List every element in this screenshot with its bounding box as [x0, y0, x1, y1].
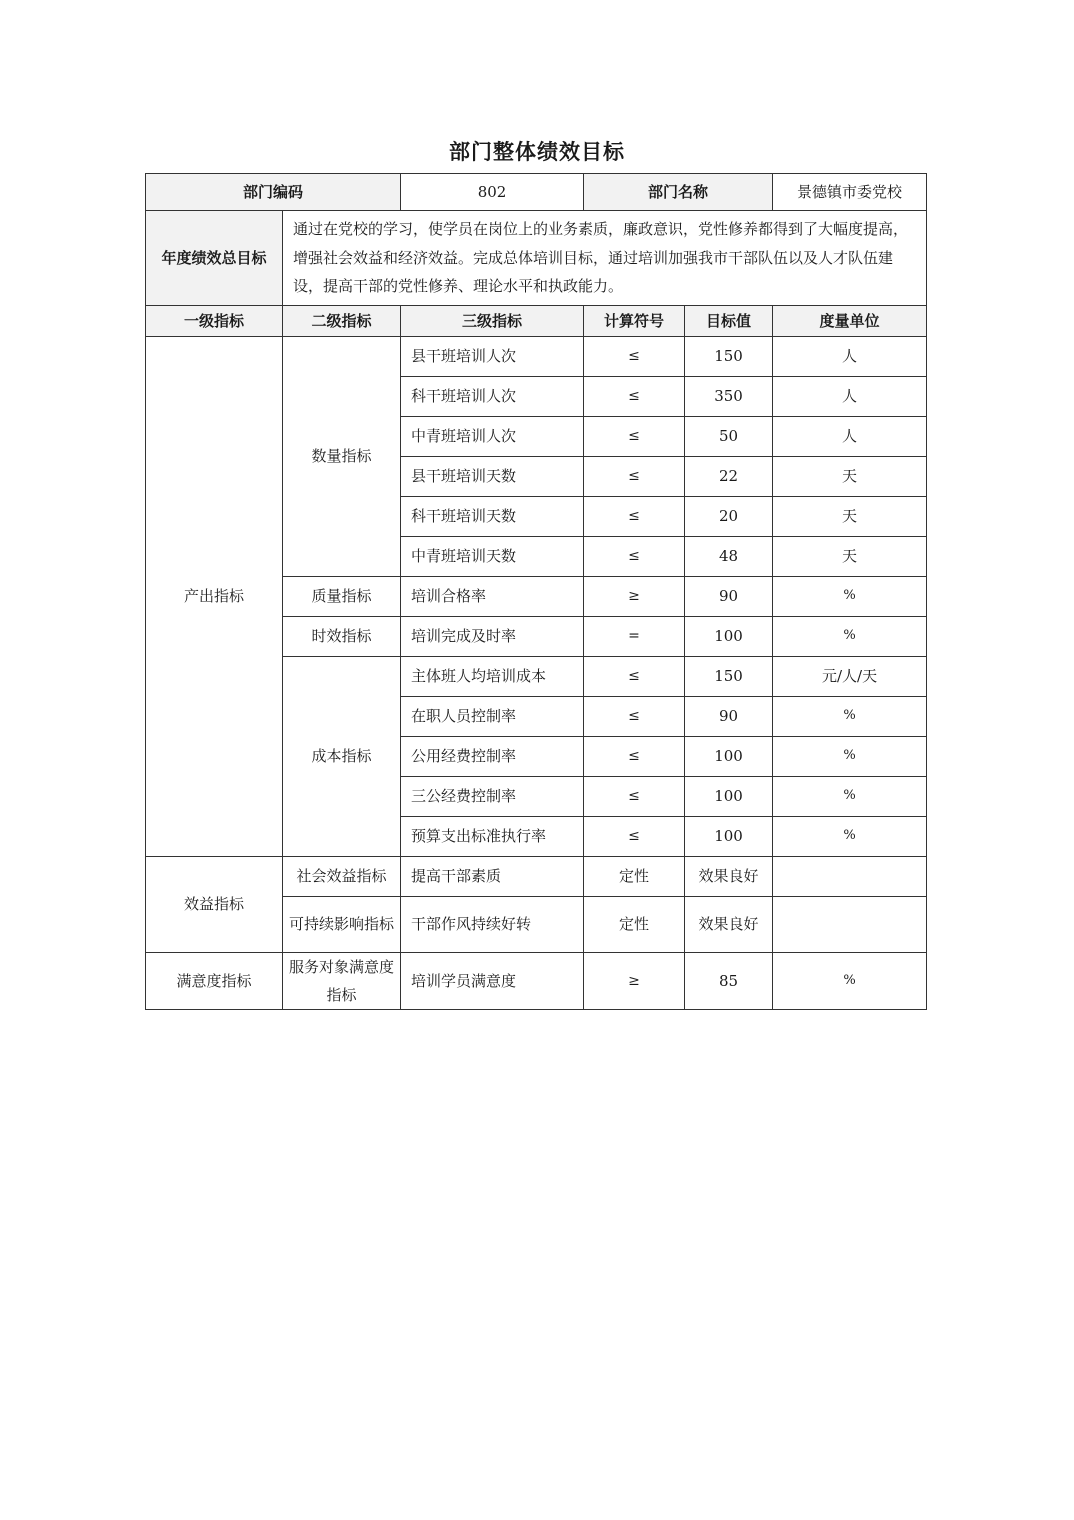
level2-sustain: 可持续影响指标: [283, 896, 401, 952]
column-header: 目标值: [685, 305, 773, 336]
target-value: 350: [685, 376, 773, 416]
target-value: 100: [685, 736, 773, 776]
indicator-name: 科干班培训人次: [401, 376, 584, 416]
indicator-name: 县干班培训人次: [401, 336, 584, 376]
target-value: 效果良好: [685, 896, 773, 952]
calc-symbol: ≤: [584, 776, 685, 816]
calc-symbol: 定性: [584, 856, 685, 896]
level2-service: 服务对象满意度指标: [283, 952, 401, 1009]
calc-symbol: ≤: [584, 496, 685, 536]
column-header: 度量单位: [773, 305, 927, 336]
column-header-row: [146, 305, 927, 336]
target-value: 20: [685, 496, 773, 536]
calc-symbol: ≤: [584, 656, 685, 696]
level2-timeliness: 时效指标: [283, 616, 401, 656]
column-header: 三级指标: [401, 305, 584, 336]
indicator-name: 在职人员控制率: [401, 696, 584, 736]
measure-unit: 元/人/天: [773, 656, 927, 696]
table-row: [146, 336, 927, 376]
calc-symbol: ≤: [584, 536, 685, 576]
target-value: 100: [685, 816, 773, 856]
measure-unit: %: [773, 776, 927, 816]
measure-unit: %: [773, 736, 927, 776]
annual-goal-row: [146, 211, 927, 306]
level2-quality: 质量指标: [283, 576, 401, 616]
calc-symbol: ≥: [584, 952, 685, 1009]
measure-unit: 天: [773, 456, 927, 496]
indicator-name: 中青班培训人次: [401, 416, 584, 456]
indicator-name: 培训完成及时率: [401, 616, 584, 656]
performance-table: [145, 173, 927, 1010]
level2-cost: 成本指标: [283, 656, 401, 856]
measure-unit: 人: [773, 336, 927, 376]
target-value: 100: [685, 776, 773, 816]
dept-name-value: 景德镇市委党校: [773, 174, 927, 211]
level2-social: 社会效益指标: [283, 856, 401, 896]
indicator-name: 主体班人均培训成本: [401, 656, 584, 696]
measure-unit: %: [773, 816, 927, 856]
measure-unit: 人: [773, 376, 927, 416]
indicator-name: 干部作风持续好转: [401, 896, 584, 952]
indicator-name: 县干班培训天数: [401, 456, 584, 496]
calc-symbol: ≤: [584, 696, 685, 736]
target-value: 50: [685, 416, 773, 456]
target-value: 85: [685, 952, 773, 1009]
dept-name-label: 部门名称: [584, 174, 773, 211]
measure-unit: %: [773, 696, 927, 736]
level2-quantity: 数量指标: [283, 336, 401, 576]
annual-goal-text: 通过在党校的学习，使学员在岗位上的业务素质，廉政意识，党性修养都得到了大幅度提高，增强社会效益和经济效益。完成总体培训目标，通过培训加强我市干部队伍以及人才队伍建设，提高干部的党性修养、理论水平和执政能力。: [283, 211, 927, 306]
indicator-name: 三公经费控制率: [401, 776, 584, 816]
indicator-name: 中青班培训天数: [401, 536, 584, 576]
page-title: 部门整体绩效目标: [449, 140, 625, 164]
calc-symbol: ≤: [584, 736, 685, 776]
table-row: [146, 856, 927, 896]
indicator-name: 培训学员满意度: [401, 952, 584, 1009]
level1-output: 产出指标: [146, 336, 283, 856]
measure-unit: 人: [773, 416, 927, 456]
column-header: 二级指标: [283, 305, 401, 336]
level1-benefit: 效益指标: [146, 856, 283, 952]
indicator-name: 培训合格率: [401, 576, 584, 616]
target-value: 48: [685, 536, 773, 576]
calc-symbol: ≤: [584, 336, 685, 376]
calc-symbol: ≤: [584, 456, 685, 496]
calc-symbol: 定性: [584, 896, 685, 952]
dept-code-value: 802: [401, 174, 584, 211]
calc-symbol: =: [584, 616, 685, 656]
column-header: 计算符号: [584, 305, 685, 336]
indicator-name: 科干班培训天数: [401, 496, 584, 536]
calc-symbol: ≥: [584, 576, 685, 616]
measure-unit: %: [773, 576, 927, 616]
measure-unit: %: [773, 616, 927, 656]
indicator-name: 预算支出标准执行率: [401, 816, 584, 856]
dept-info-row: [146, 174, 927, 211]
dept-code-label: 部门编码: [146, 174, 401, 211]
measure-unit: 天: [773, 536, 927, 576]
target-value: 100: [685, 616, 773, 656]
measure-unit: [773, 856, 927, 896]
calc-symbol: ≤: [584, 376, 685, 416]
measure-unit: 天: [773, 496, 927, 536]
measure-unit: [773, 896, 927, 952]
calc-symbol: ≤: [584, 416, 685, 456]
table-row: [146, 952, 927, 1009]
target-value: 22: [685, 456, 773, 496]
measure-unit: %: [773, 952, 927, 1009]
indicator-name: 公用经费控制率: [401, 736, 584, 776]
target-value: 90: [685, 576, 773, 616]
target-value: 效果良好: [685, 856, 773, 896]
level1-satisfaction: 满意度指标: [146, 952, 283, 1009]
calc-symbol: ≤: [584, 816, 685, 856]
indicator-name: 提高干部素质: [401, 856, 584, 896]
target-value: 150: [685, 336, 773, 376]
target-value: 150: [685, 656, 773, 696]
annual-goal-label: 年度绩效总目标: [146, 211, 283, 306]
column-header: 一级指标: [146, 305, 283, 336]
target-value: 90: [685, 696, 773, 736]
